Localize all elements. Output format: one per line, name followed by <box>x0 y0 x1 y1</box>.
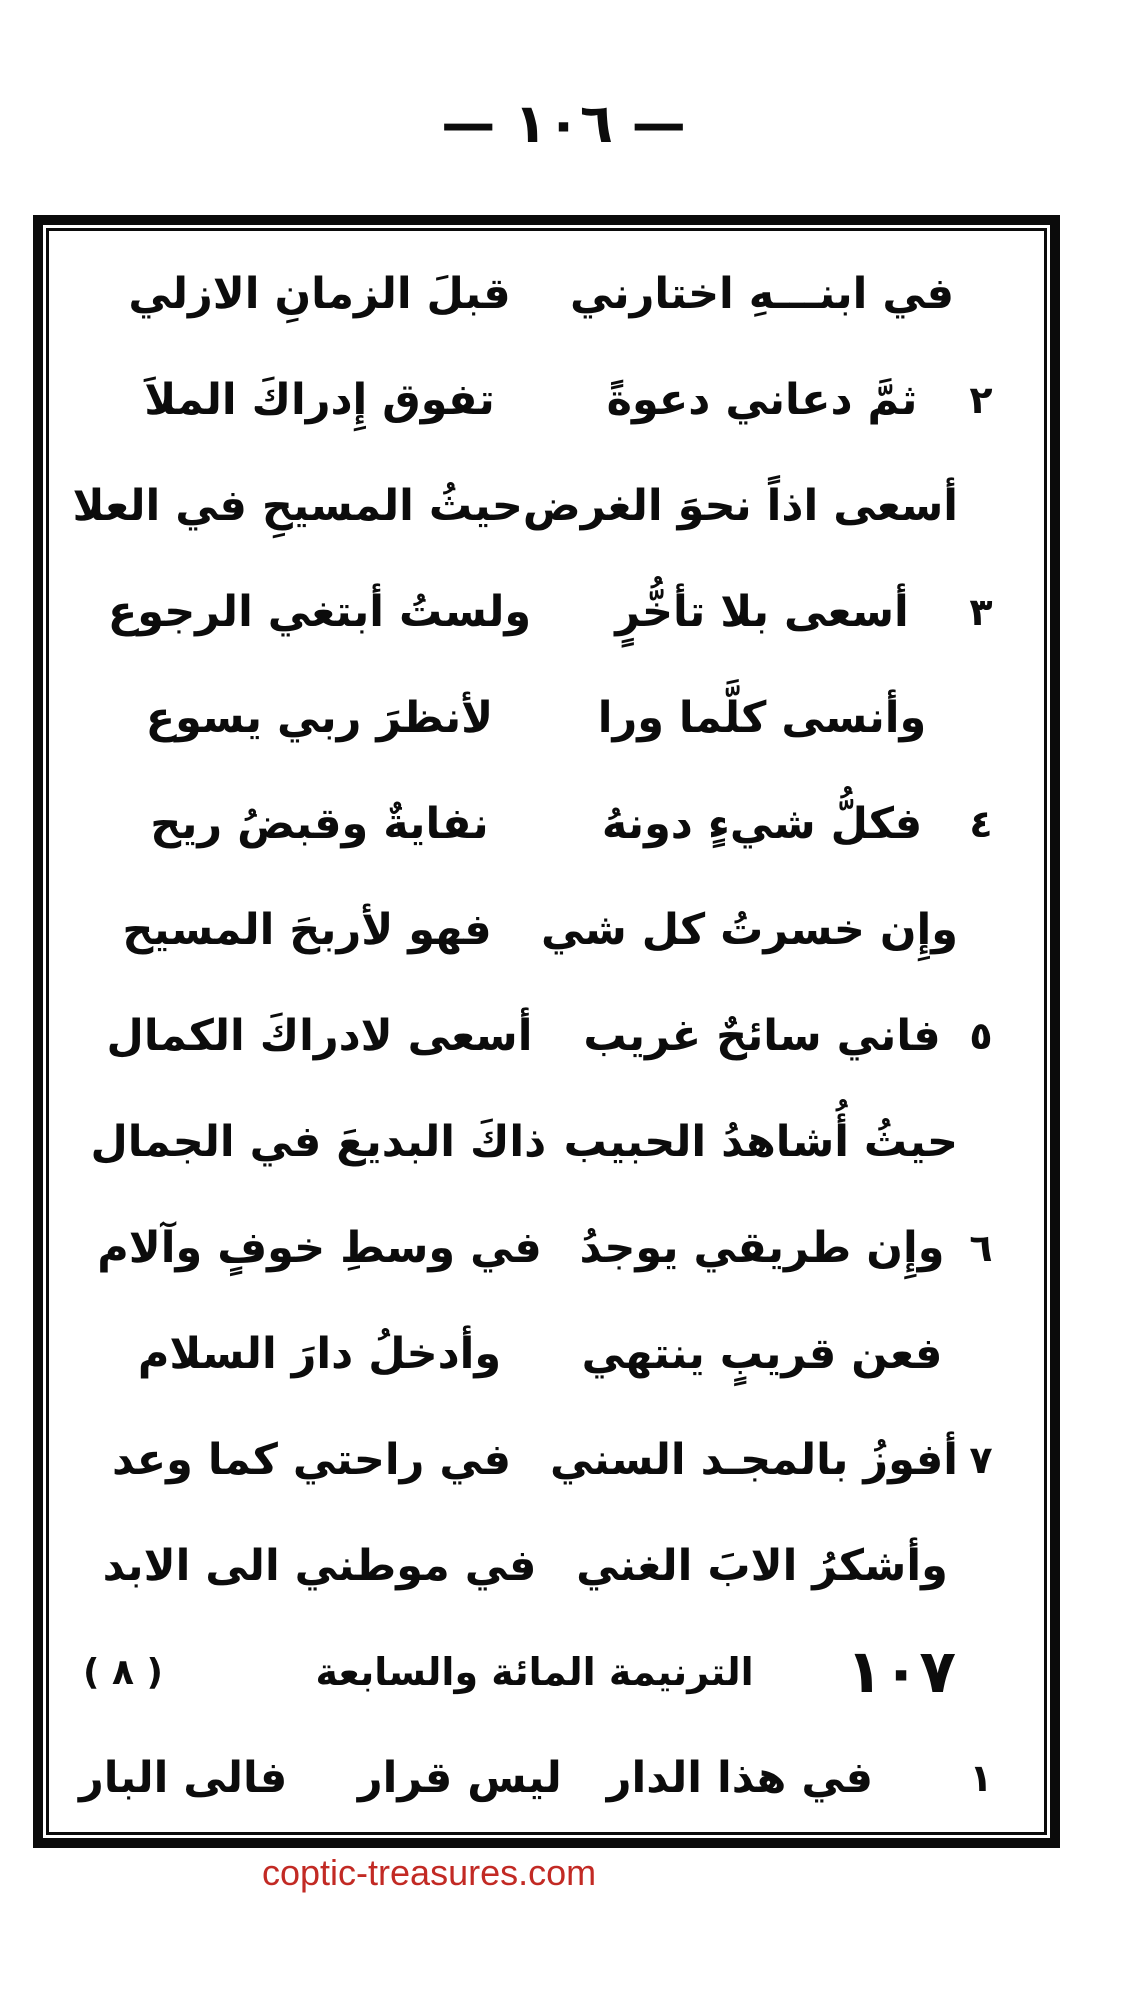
hemistich-second: فهو لأربحَ المسيح <box>122 905 492 955</box>
hemistich-first: أسعى اذاً نحوَ الغرض <box>522 481 958 531</box>
poem-line <box>49 1089 1044 1195</box>
hemistich-first: وأنسى كلَّما ورا <box>597 693 927 743</box>
hemistich-second: ولستُ أبتغي الرجوع <box>107 587 532 637</box>
hemistich-second: في موطني الى الابد <box>102 1541 537 1591</box>
verse-segment: ليس قرار <box>357 1753 562 1803</box>
hymn-frame-inner-rule <box>46 228 1047 1835</box>
poem-line <box>49 983 1044 1089</box>
hemistich-first: فاني سائحٌ غريب <box>583 1011 941 1061</box>
poem-line <box>49 1407 1044 1513</box>
hemistich-second: نفايةٌ وقبضُ ريح <box>150 799 489 849</box>
hemistich-second: ذاكَ البديعَ في الجمال <box>90 1117 547 1167</box>
hemistich-first: أسعى بلا تأخُّرٍ <box>615 587 909 637</box>
hemistich-second: لأنظرَ ربي يسوع <box>145 693 494 743</box>
verse-segment: في هذا الدار <box>606 1753 873 1803</box>
poem-line <box>49 665 1044 771</box>
hemistich-first: في ابنـــهِ اختارني <box>569 269 955 319</box>
page-number: — ١٠٦ — <box>441 92 686 155</box>
verse-segment: فالى البار <box>79 1753 288 1803</box>
poem-line <box>49 559 1044 665</box>
hemistich-first: وإِن طريقي يوجدُ <box>579 1223 945 1273</box>
hemistich-second: حيثُ المسيحِ في العلا <box>72 481 523 531</box>
next-hymn-title: الترنيمة المائة والسابعة <box>315 1650 754 1694</box>
poem-line <box>49 1513 1044 1619</box>
hemistich-first: فكلُّ شيءٍ دونهُ <box>601 799 923 849</box>
hemistich-second: في وسطِ خوفٍ وآلام <box>97 1223 542 1273</box>
verse-number: ٤ <box>969 802 993 846</box>
poem-line <box>49 1301 1044 1407</box>
poem-line <box>49 241 1044 347</box>
verse-number: ٧ <box>969 1438 993 1482</box>
hemistich-first: فعن قريبٍ ينتهي <box>581 1329 943 1379</box>
hemistich-first: وإِن خسرتُ كل شي <box>541 905 958 955</box>
poem-line <box>49 347 1044 453</box>
verse-number: ٦ <box>969 1226 993 1270</box>
verse-number: ٥ <box>969 1014 993 1058</box>
hymn-frame <box>33 215 1060 1848</box>
next-hymn-heading <box>49 1619 1044 1725</box>
poem-line <box>49 877 1044 983</box>
hymn-text-block <box>49 231 1044 1832</box>
poem-line <box>49 1725 1044 1831</box>
watermark: coptic-treasures.com <box>262 1852 597 1893</box>
hemistich-first: حيثُ أُشاهدُ الحبيب <box>563 1117 958 1167</box>
next-hymn-number: ١٠٧ <box>846 1637 956 1707</box>
hemistich-second: وأدخلُ دارَ السلام <box>137 1329 502 1379</box>
verse-number: ١ <box>969 1756 993 1800</box>
poem-line <box>49 453 1044 559</box>
hemistich-first: ثمَّ دعاني دعوةً <box>606 375 918 425</box>
hemistich-second: تفوق إِدراكَ الملاَ <box>144 375 495 425</box>
hemistich-second: قبلَ الزمانِ الازلي <box>128 269 511 319</box>
hemistich-second: في راحتي كما وعد <box>111 1435 511 1485</box>
hemistich-second: أسعى لادراكَ الكمال <box>106 1011 533 1061</box>
poem-line <box>49 771 1044 877</box>
poem-line <box>49 1195 1044 1301</box>
hemistich-first: وأشكرُ الابَ الغني <box>576 1541 948 1591</box>
next-hymn-meter: ( ٨ ) <box>83 1651 163 1693</box>
verse-number: ٢ <box>969 378 993 422</box>
hemistich-first: أفوزُ بالمجـد السني <box>549 1435 958 1485</box>
verse-number: ٣ <box>969 590 993 634</box>
